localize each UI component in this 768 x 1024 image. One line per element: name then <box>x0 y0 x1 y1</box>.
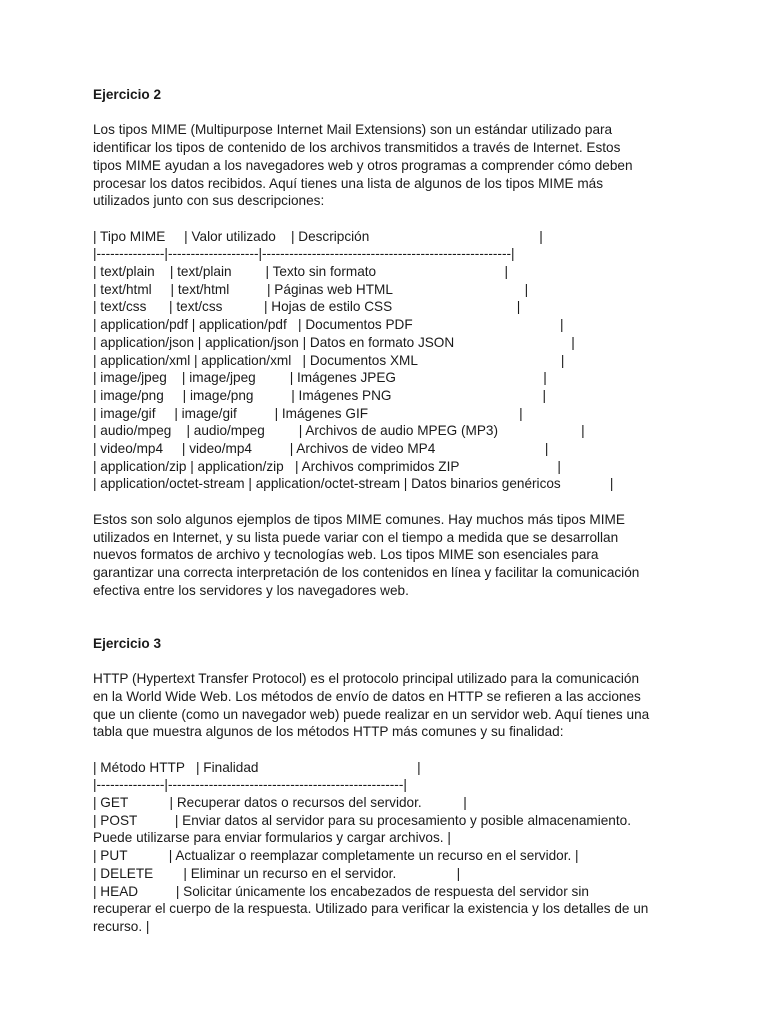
mime-table <box>93 228 693 494</box>
intro-line: procesar los datos recibidos. Aquí tienes una lista de algunos de los tipos MIME más <box>93 175 604 191</box>
mime-table-line: | image/gif | image/gif | Imágenes GIF | <box>93 405 523 421</box>
exercise3-intro <box>93 670 693 741</box>
mime-table-line: | text/plain | text/plain | Texto sin formato | <box>93 264 509 279</box>
mime-table-line: | audio/mpeg | audio/mpeg | Archivos de audio MPEG (MP3) | <box>93 423 585 439</box>
mime-table-line: | Tipo MIME | Valor utilizado | Descripción | <box>93 228 543 244</box>
mime-table-line: | application/json | application/json | Datos en formato JSON | <box>93 334 575 350</box>
outro-line: nuevos formatos de archivo y tecnologías web. Los tipos MIME son esenciales para <box>93 547 599 563</box>
http-table-line: | Método HTTP | Finalidad | <box>93 759 421 775</box>
intro-line: identificar los tipos de contenido de los archivos transmitidos a través de Internet. Estos <box>93 140 621 156</box>
mime-table-line: | application/zip | application/zip | Archivos comprimidos ZIP | <box>93 458 561 474</box>
intro-line: que un cliente (como un navegador web) puede realizar en un servidor web. Aquí tienes una <box>93 706 650 722</box>
exercise3-heading: Ejercicio 3 <box>93 635 162 651</box>
outro-line: Estos son solo algunos ejemplos de tipos MIME comunes. Hay muchos más tipos MIME <box>93 511 625 527</box>
mime-table-line: | application/octet-stream | application/octet-stream | Datos binarios genéricos | <box>93 476 614 492</box>
outro-line: efectiva entre los servidores y los navegadores web. <box>93 582 409 598</box>
intro-line: tabla que muestra algunos de los métodos HTTP más comunes y su finalidad: <box>93 724 564 740</box>
http-table-line: Puede utilizarse para enviar formularios y cargar archivos. | <box>93 830 451 846</box>
http-table-line: recuperar el cuerpo de la respuesta. Utilizado para verificar la existencia y los detalles de un <box>93 901 649 917</box>
intro-line: Los tipos MIME (Multipurpose Internet Mail Extensions) son un estándar utilizado para <box>93 122 613 138</box>
intro-line: tipos MIME ayudan a los navegadores web y otros programas a comprender cómo deben <box>93 157 633 173</box>
http-table-line: | GET | Recuperar datos o recursos del servidor. | <box>93 795 467 811</box>
exercise2-heading: Ejercicio 2 <box>93 87 162 102</box>
mime-table-line: | image/png | image/png | Imágenes PNG | <box>93 387 547 403</box>
mime-table-line: |---------------|--------------------|-------------------------------------------------------| <box>93 246 515 262</box>
http-table-line: recurso. | <box>93 918 150 934</box>
http-methods-table <box>93 759 693 936</box>
mime-table-line: | video/mp4 | video/mp4 | Archivos de video MP4 | <box>93 441 549 457</box>
mime-table-line: | text/css | text/css | Hojas de estilo CSS | <box>93 299 521 315</box>
exercise2-outro <box>93 511 693 600</box>
http-table-line: |---------------|----------------------------------------------------| <box>93 777 407 793</box>
http-table-line: | HEAD | Solicitar únicamente los encabezados de respuesta del servidor sin <box>93 883 589 899</box>
document-content <box>93 86 693 936</box>
intro-line: utilizados junto con sus descripciones: <box>93 193 325 209</box>
mime-table-line: | image/jpeg | image/jpeg | Imágenes JPEG | <box>93 370 547 386</box>
http-table-line: | PUT | Actualizar o reemplazar completamente un recurso en el servidor. | <box>93 848 579 864</box>
exercise2-intro <box>93 121 693 210</box>
http-table-line: | POST | Enviar datos al servidor para su procesamiento y posible almacenamiento. <box>93 812 631 828</box>
mime-table-line: | text/html | text/html | Páginas web HTML | <box>93 281 529 297</box>
outro-line: garantizar una correcta interpretación de los contenidos en línea y facilitar la comunicación <box>93 564 640 580</box>
outro-line: utilizados en Internet, y su lista puede variar con el tiempo a medida que se desarrollan <box>93 529 619 545</box>
intro-line: HTTP (Hypertext Transfer Protocol) es el protocolo principal utilizado para la comunicación <box>93 671 640 687</box>
http-table-line: | DELETE | Eliminar un recurso en el servidor. | <box>93 865 461 881</box>
mime-table-line: | application/xml | application/xml | Documentos XML | <box>93 352 565 368</box>
mime-table-line: | application/pdf | application/pdf | Documentos PDF | <box>93 317 564 333</box>
intro-line: en la World Wide Web. Los métodos de envío de datos en HTTP se refieren a las acciones <box>93 688 641 704</box>
